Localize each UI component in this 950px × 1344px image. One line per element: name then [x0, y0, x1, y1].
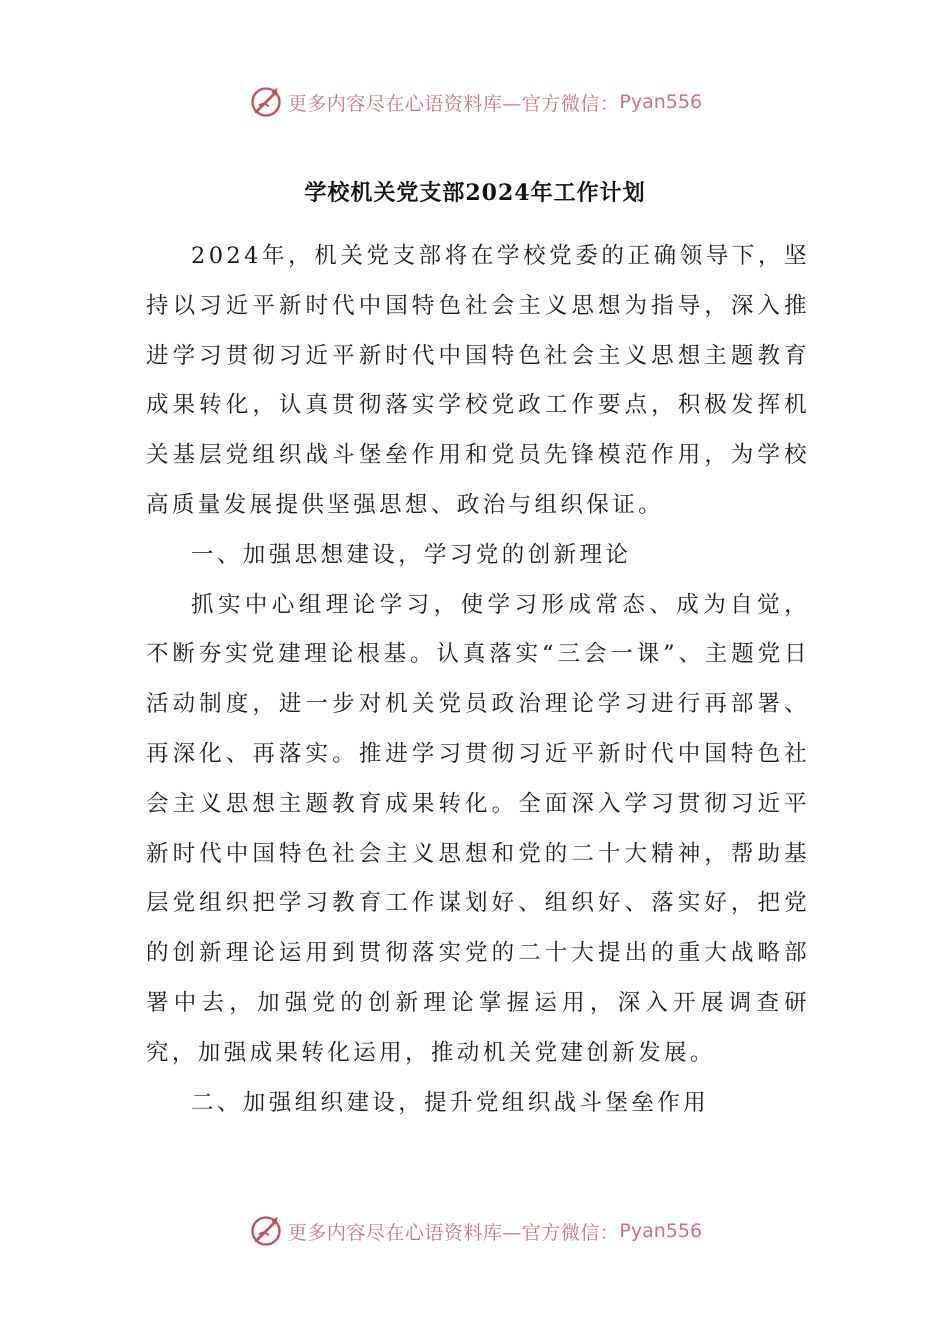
header-banner — [0, 82, 950, 122]
pen-logo-icon — [248, 1213, 284, 1249]
document-title: 学校机关党支部2024年工作计划 — [304, 180, 646, 206]
intro-paragraph: 2024年，机关党支部将在学校党委的正确领导下，坚持以习近平新时代中国特色社会主义思想为指导，深入推进学习贯彻习近平新时代中国特色社会主义思想主题教育成果转化，认真贯彻落实学校党政工作要点，积极发挥机关基层党组织战斗堡垒作用和党员先锋模范作用，为学校高质量发展提供坚强思想、政治与组织保证。 — [146, 243, 810, 518]
footer-text: 更多内容尽在心语资料库—官方微信： — [287, 1221, 620, 1244]
footer-banner — [0, 1211, 950, 1251]
pen-logo-icon — [248, 84, 284, 120]
header-wechat-id: Pyan556 — [619, 91, 703, 113]
section-1-heading: 一、加强思想建设，学习党的创新理论 — [191, 541, 632, 568]
footer-wechat-id: Pyan556 — [619, 1220, 703, 1242]
document-body — [146, 232, 810, 1128]
section-2-heading: 二、加强组织建设，提升党组织战斗堡垒作用 — [191, 1089, 710, 1116]
section-1-paragraph: 抓实中心组理论学习，使学习形成常态、成为自觉，不断夯实党建理论根基。认真落实“三会一课”、主题党日活动制度，进一步对机关党员政治理论学习进行再部署、再深化、再落实。推进学习贯彻习近平新时代中国特色社会主义思想主题教育成果转化。全面深入学习贯彻习近平新时代中国特色社会主义思想和党的二十大精神，帮助基层党组织把学习教育工作谋划好、组织好、落实好，把党的创新理论运用到贯彻落实党的二十大提出的重大战略部署中去，加强党的创新理论掌握运用，深入开展调查研究，加强成果转化运用，推动机关党建创新发展。 — [146, 591, 810, 1066]
header-text: 更多内容尽在心语资料库—官方微信： — [287, 92, 620, 115]
